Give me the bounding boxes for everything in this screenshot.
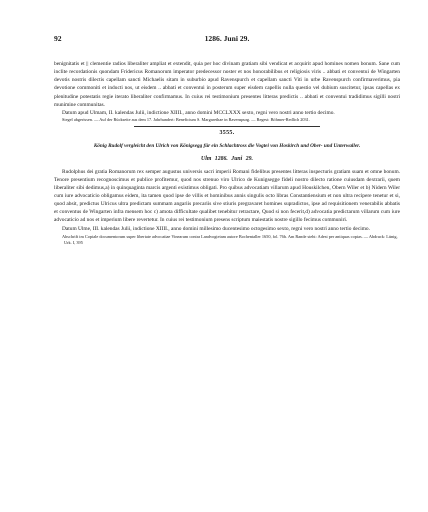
charter-note-seal: Siegel abgerissen. — Auf der Rückseite aus dem 17. Jahrhundert: Beneficium S. Margarethae in Ravenspurg. [62, 117, 251, 123]
document-regest: König Rudolf vergleicht den Ulrich von Königsegg für ein Schlachtross die Vogtei von Hoskirch und Ober- und Unterwaller. [93, 142, 361, 149]
document-note: Abschrift im Copiale documentorum super libertate advocatiae Vinearum contra Landvogteiam autore Bochentaller 1650, fol. 76b. Am Rande steht: Adest per antiquas copias. — Abdruck: Lünig, Urk. I, 395 [62, 233, 398, 246]
page-number: 92 [54, 34, 62, 43]
section-divider [134, 126, 320, 127]
document-place-date: Ulm 1286. Juni 29. [201, 155, 253, 162]
page-header [54, 34, 400, 46]
document-dating: Datum Ulme, III. kalendas Julii, indictione XIIII., anno domini millesimo ducentesimo octogesimo sexto, regni vero nostri anno tertio decimo. [62, 225, 370, 232]
charter-note-regest: — Regest: Böhmer-Redlich 2031. [251, 117, 310, 123]
running-date: 1286. Juni 29. [204, 34, 250, 43]
page-body [54, 60, 400, 247]
document-text: Rudolphus dei gratia Romanorum rex semper augustus universis sacri imperii Romani fidelibus presentes litteras inspecturis gratiam suam et omne bonum. Tenore presentium recognoscimus et publice profitemur, quod nos strenuo viro Ulrico de Kunigsegge fideli nostro dilecto ratione cuiusdam dextrarii, quem liberaliter sibi dedimus,a) in quinquaginta marcis argenti existimus obligati. Pro quibus advocatiam villarum apud Houskilchen, Obern Wiler et b) Nidern Wiler cum iure advocaticio obligamus eidem, ita tamen quod ipse de villis et hominibus annis singulis octo libras Constantiensium et non ultra recipere tenetur et si, quod absit, predictus Ulricus ultra predictam summam angariis precariis sive stiuris pregravaret homines supradictos, ipse ad requisitionem venerabilis abbatis et conventus de Wingarten infra mensem hoc c) amota difficultate qualibet tenebitur retractare, Quod si non fecerit,d) advocatia predictarum villarum cum iure advocaticio ad nos et imperium libere revertetur. In cuius rei testimonium presens scriptum maiestatis nostre sigillo fecimus communiri. [54, 168, 400, 224]
charter-dating: Datum apud Ulmam, II. kalendas Julii, indictione XIIII., anno domini MCCLXXX sexto, regni vero nostri anno tertio decimo. [62, 109, 335, 116]
document-number: 3555. [219, 129, 235, 136]
charter-note [54, 117, 400, 123]
charter-text: benignitatis et || clementie radios liberaliter ampliat et extendit, quia per hoc divinam gratiam sibi vendicat et acquirit apud homines nomen bonum. Sane cum inclite recordationis quondam Fridericus Romanorum imperator predecessor noster et nos honorabilibus et religiosis viris .. abbati et conventui de Wingarten devotis nostris dilectis capellam sancti Michaelis sitam in suburbio apud Ravenspurch et capellam sancti Viti in urbe Ravenspurch confirmaverimus, pia devotione commoniti et inducti nos, ut eisdem .. abbati et conventui in posterum super eisdem capellis nulla questio vel dubium suscitetur, ipsas capellas ex plenitudine potestatis regie iterato liberaliter confirmamus. In cuius rei testimonium presentes litteras predictis .. abbati et conventui tradidimus sigilli nostri munimine communitas. [54, 61, 400, 108]
